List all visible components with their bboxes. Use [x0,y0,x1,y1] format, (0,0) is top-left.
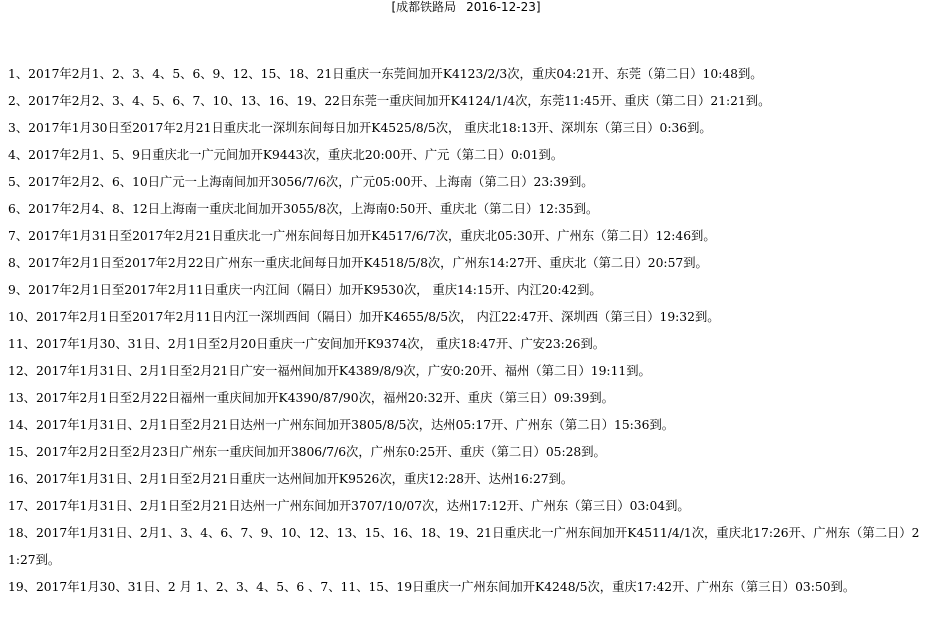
source-date-line [0,0,932,14]
notice-number: 15、 [8,445,36,459]
notice-text: 2017年1月31日、2月1、3、4、6、7、9、10、12、13、15、16、18、19、21日重庆北一广州东间加开K4511/4/1次，重庆北17:26开、广州东（第二日）21:27到。 [8,526,920,567]
notice-text: 2017年1月30、31日、2月1日至2月20日重庆一广安间加开K9374次， 重庆18:47开、广安23:26到。 [35,337,606,351]
notice-item [8,277,928,304]
notice-item [8,385,928,412]
notice-number: 2、 [8,94,29,108]
notice-text: 2017年2月1、5、9日重庆北一广元间加开K9443次，重庆北20:00开、广元（第二日）0:01到。 [28,148,564,162]
notice-item [8,520,928,574]
notice-number: 4、 [8,148,29,162]
notice-text: 2017年2月1日至2017年2月11日重庆一内江间（隔日）加开K9530次， 重庆14:15开、内江20:42到。 [28,283,602,297]
train-notice-list [8,61,928,601]
notice-number: 7、 [8,229,29,243]
notice-number: 6、 [8,202,29,216]
notice-text: 2017年1月31日至2017年2月21日重庆北一广州东间每日加开K4517/6/7次，重庆北05:30开、广州东（第二日）12:46到。 [28,229,716,243]
notice-text: 2017年1月31日、2月1日至2月21日广安一福州间加开K4389/8/9次，广安0:20开、福州（第二日）19:11到。 [35,364,651,378]
notice-item [8,493,928,520]
notice-item [8,412,928,439]
notice-number: 3、 [8,121,29,135]
bureau-name: [成都铁路局 [391,0,457,14]
notice-text: 2017年1月30、31日、2 月 1、2、3、4、5、6 、7、11、15、19日重庆一广州东间加开K4248/5次，重庆17:42开、广州东（第三日）03:50到。 [35,580,856,594]
notice-item [8,169,928,196]
notice-text: 2017年2月2日至2月23日广州东一重庆间加开3806/7/6次，广州东0:25开、重庆（第二日）05:28到。 [35,445,606,459]
publish-date: 2016-12-23] [466,0,541,14]
notice-text: 2017年2月1、2、3、4、5、6、9、12、15、18、21日重庆一东莞间加开K4123/2/3次，重庆04:21开、东莞（第二日）10:48到。 [28,67,763,81]
notice-text: 2017年2月1日至2月22日福州一重庆间加开K4390/87/90次，福州20:32开、重庆（第三日）09:39到。 [35,391,614,405]
notice-text: 2017年1月31日、2月1日至2月21日达州一广州东间加开3805/8/5次，达州05:17开、广州东（第二日）15:36到。 [35,418,675,432]
notice-text: 2017年2月1日至2017年2月22日广州东一重庆北间每日加开K4518/5/8次，广州东14:27开、重庆北（第二日）20:57到。 [28,256,708,270]
notice-item [8,88,928,115]
notice-item [8,223,928,250]
notice-number: 10、 [8,310,36,324]
notice-item [8,331,928,358]
notice-text: 2017年2月2、6、10日广元一上海南间加开3056/7/6次，广元05:00开、上海南（第二日）23:39到。 [28,175,594,189]
notice-text: 2017年2月4、8、12日上海南一重庆北间加开3055/8次，上海南0:50开、重庆北（第二日）12:35到。 [28,202,599,216]
notice-number: 17、 [8,499,36,513]
notice-text: 2017年1月31日、2月1日至2月21日达州一广州东间加开3707/10/07次，达州17:12开、广州东（第三日）03:04到。 [35,499,690,513]
notice-item [8,250,928,277]
notice-item [8,115,928,142]
notice-text: 2017年2月1日至2017年2月11日内江一深圳西间（隔日）加开K4655/8/5次， 内江22:47开、深圳西（第三日）19:32到。 [35,310,720,324]
notice-item [8,574,928,601]
notice-number: 11、 [8,337,36,351]
notice-text: 2017年1月31日、2月1日至2月21日重庆一达州间加开K9526次，重庆12:28开、达州16:27到。 [35,472,574,486]
notice-number: 5、 [8,175,29,189]
notice-number: 12、 [8,364,36,378]
notice-text: 2017年1月30日至2017年2月21日重庆北一深圳东间每日加开K4525/8/5次， 重庆北18:13开、深圳东（第三日）0:36到。 [28,121,712,135]
notice-number: 8、 [8,256,29,270]
notice-item [8,196,928,223]
notice-item [8,358,928,385]
notice-number: 18、 [8,526,36,540]
notice-number: 13、 [8,391,36,405]
notice-item [8,304,928,331]
notice-text: 2017年2月2、3、4、5、6、7、10、13、16、19、22日东莞一重庆间加开K4124/1/4次，东莞11:45开、重庆（第二日）21:21到。 [28,94,771,108]
notice-item [8,142,928,169]
notice-item [8,61,928,88]
notice-number: 1、 [8,67,29,81]
notice-number: 19、 [8,580,36,594]
notice-number: 14、 [8,418,36,432]
notice-item [8,466,928,493]
notice-item [8,439,928,466]
notice-number: 9、 [8,283,29,297]
notice-number: 16、 [8,472,36,486]
